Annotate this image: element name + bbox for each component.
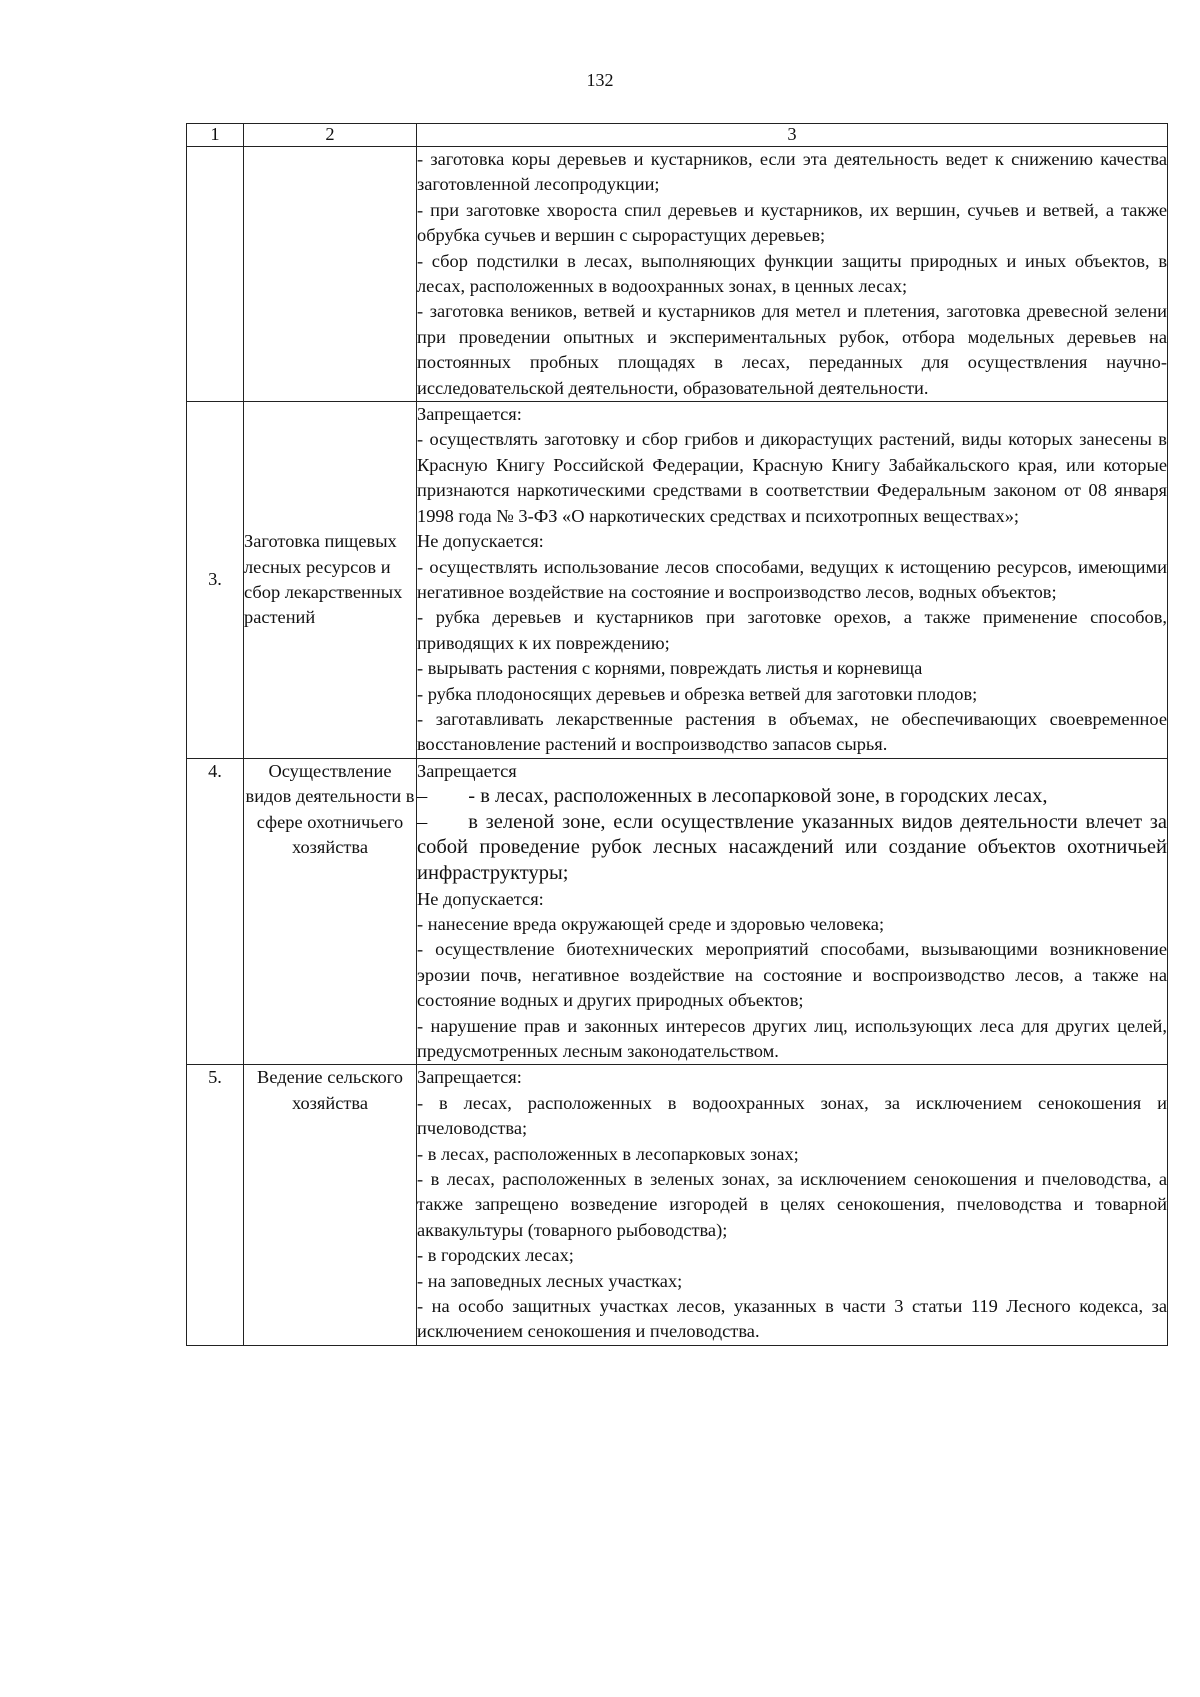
- paragraph: Запрещается:: [417, 404, 522, 425]
- paragraph: - заготовка веников, ветвей и кустарников для метел и плетения, заготовка древесной зелени при проведении опытных и экспериментальных рубок, отбора модельных деревьев на постоянных пробных площадях в лесах, переданных для осуществления научно-исследовательской деятельности, образовательной деятельности.: [417, 301, 1167, 398]
- paragraph: - на заповедных лесных участках;: [417, 1270, 683, 1291]
- row-number: 5.: [187, 1065, 244, 1345]
- paragraph: – - в лесах, расположенных в лесопарковой зоне, в городских лесах,: [417, 785, 1048, 808]
- paragraph: - сбор подстилки в лесах, выполняющих функции защиты природных и иных объектов, в лесах, расположенных в водоохранных зонах, в ценных лесах;: [417, 250, 1167, 297]
- column-header-1: 1: [187, 124, 244, 147]
- paragraph: - в лесах, расположенных в водоохранных зонах, за исключением сенокошения и пчеловодства;: [417, 1092, 1167, 1139]
- paragraph: - осуществлять заготовку и сбор грибов и дикорастущих растений, виды которых занесены в Красную Книгу Российской Федерации, Красную Книгу Забайкальского края, или которые признаются наркотическими средствами в соответствии Федеральным законом от 08 января 1998 года № 3-ФЗ «О наркотических средствах и психотропных веществах»;: [417, 429, 1167, 526]
- activity-name: Заготовка пищевых лесных ресурсов и сбор лекарственных растений: [244, 402, 417, 759]
- paragraph: Запрещается: [417, 760, 517, 781]
- paragraph: Запрещается:: [417, 1067, 522, 1088]
- activity-name: Ведение сельского хозяйства: [244, 1065, 417, 1345]
- table-row: [187, 402, 1168, 759]
- paragraph: - в лесах, расположенных в лесопарковых зонах;: [417, 1143, 799, 1164]
- activity-name: [244, 147, 417, 402]
- paragraph: - в лесах, расположенных в зеленых зонах, за исключением сенокошения и пчеловодства, а также запрещено возведение изгородей в целях сенокошения, пчеловодства и товарной аквакультуры (товарного рыбоводства);: [417, 1169, 1167, 1240]
- paragraph: Не допускается:: [417, 888, 544, 909]
- restrictions-text: [417, 402, 1168, 759]
- paragraph: Не допускается:: [417, 531, 544, 552]
- restrictions-text: [417, 758, 1168, 1065]
- activity-name: Осуществление видов деятельности в сфере охотничьего хозяйства: [244, 758, 417, 1065]
- paragraph: - заготовка коры деревьев и кустарников, если эта деятельность ведет к снижению качества заготовленной лесопродукции;: [417, 149, 1167, 195]
- paragraph: - нарушение прав и законных интересов других лиц, использующих леса для других целей, предусмотренных лесным законодательством.: [417, 1015, 1167, 1061]
- column-header-3: 3: [417, 124, 1168, 147]
- paragraph: - рубка плодоносящих деревьев и обрезка ветвей для заготовки плодов;: [417, 683, 978, 704]
- row-number: [187, 147, 244, 402]
- column-header-2: 2: [244, 124, 417, 147]
- restrictions-text: [417, 1065, 1168, 1345]
- paragraph: - нанесение вреда окружающей среде и здоровью человека;: [417, 913, 885, 934]
- paragraph: - осуществление биотехнических мероприятий способами, вызывающими возникновение эрозии почв, негативное воздействие на состояние и воспроизводство лесов, а также на состояние водных и других природных объектов;: [417, 939, 1167, 1011]
- table-row: [187, 758, 1168, 1065]
- page-number: 132: [586, 70, 614, 90]
- paragraph: - на особо защитных участках лесов, указанных в части 3 статьи 119 Лесного кодекса, за исключением сенокошения и пчеловодства.: [417, 1296, 1167, 1342]
- paragraph: – в зеленой зоне, если осуществление указанных видов деятельности влечет за собой проведение рубок лесных насаждений или создание объектов охотничьей инфраструктуры;: [417, 810, 1167, 884]
- row-number: 4.: [187, 758, 244, 1065]
- paragraph: - при заготовке хвороста спил деревьев и кустарников, их вершин, сучьев и ветвей, а также обрубка сучьев и вершин с сырорастущих деревьев;: [417, 199, 1167, 246]
- row-number: 3.: [187, 402, 244, 759]
- paragraph: - заготавливать лекарственные растения в объемах, не обеспечивающих своевременное восстановление растений и воспроизводство запасов сырья.: [417, 708, 1167, 755]
- restrictions-text: [417, 147, 1168, 402]
- paragraph: - в городских лесах;: [417, 1245, 574, 1266]
- paragraph: - осуществлять использование лесов способами, ведущих к истощению ресурсов, имеющими негативное воздействие на состояние и воспроизводство лесов, водных объектов;: [417, 556, 1167, 602]
- paragraph: - вырывать растения с корнями, повреждать листья и корневища: [417, 658, 923, 679]
- paragraph: - рубка деревьев и кустарников при заготовке орехов, а также применение способов, приводящих к их повреждению;: [417, 607, 1167, 653]
- regulations-table: [186, 123, 1168, 1346]
- table-row: [187, 147, 1168, 402]
- table-header-row: [187, 124, 1168, 147]
- table-row: [187, 1065, 1168, 1345]
